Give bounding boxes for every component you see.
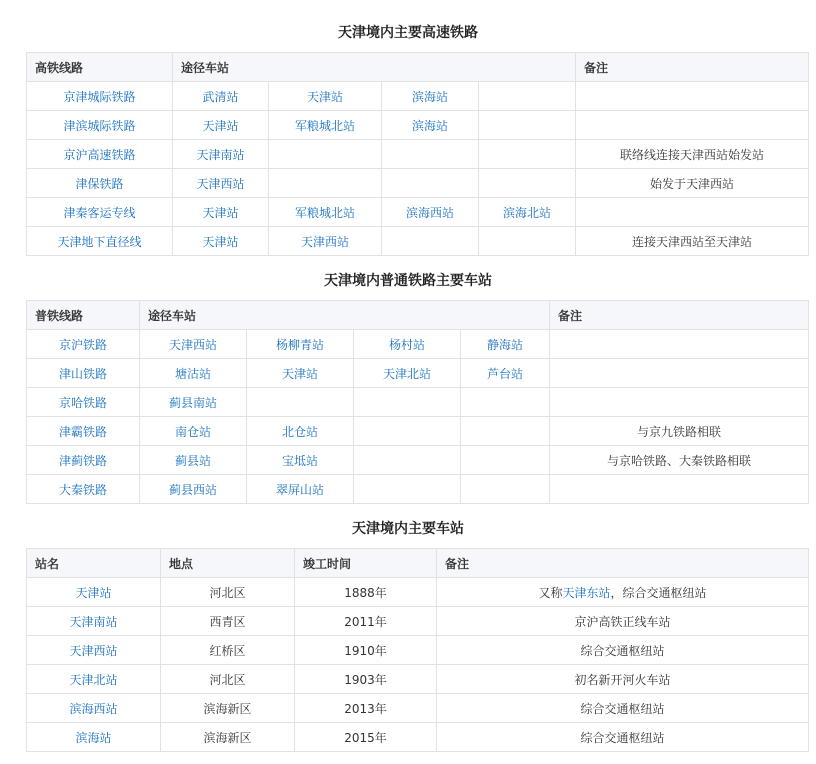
hsr-header-line: 高铁线路 xyxy=(27,53,173,82)
station-cell xyxy=(461,417,550,446)
station-link[interactable]: 静海站 xyxy=(487,337,524,352)
station-link[interactable]: 滨海站 xyxy=(411,89,448,104)
table-row xyxy=(27,694,809,723)
table-row xyxy=(27,111,809,140)
line-link[interactable]: 京哈铁路 xyxy=(58,395,107,410)
line-cell xyxy=(27,82,173,111)
station-name-cell xyxy=(27,636,161,665)
station-cell xyxy=(479,82,576,111)
station-cell xyxy=(140,446,247,475)
normal-table xyxy=(26,300,809,504)
station-link[interactable]: 天津站 xyxy=(281,366,318,381)
station-cell xyxy=(247,359,354,388)
station-name-link[interactable]: 天津站 xyxy=(75,585,112,600)
line-link[interactable]: 津蓟铁路 xyxy=(58,453,107,468)
note-text: ，综合交通枢纽站 xyxy=(610,585,707,600)
station-name-link[interactable]: 滨海站 xyxy=(75,730,112,745)
station-place: 滨海新区 xyxy=(161,723,295,752)
station-link[interactable]: 杨村站 xyxy=(388,337,425,352)
station-place: 河北区 xyxy=(161,665,295,694)
station-cell xyxy=(247,446,354,475)
station-cell xyxy=(173,169,269,198)
station-name-link[interactable]: 天津北站 xyxy=(69,672,118,687)
station-cell xyxy=(461,446,550,475)
station-cell xyxy=(461,388,550,417)
line-cell xyxy=(27,359,140,388)
station-cell xyxy=(247,417,354,446)
line-link[interactable]: 津秦客运专线 xyxy=(63,205,136,220)
station-note xyxy=(437,665,809,694)
line-cell xyxy=(27,475,140,504)
station-cell xyxy=(382,111,479,140)
table-row xyxy=(27,140,809,169)
normal-header-stations: 途径车站 xyxy=(140,301,550,330)
stations-header-place: 地点 xyxy=(161,549,295,578)
note-cell xyxy=(550,359,809,388)
normal-header-row xyxy=(27,301,809,330)
station-link[interactable]: 天津北站 xyxy=(382,366,431,381)
table-row xyxy=(27,359,809,388)
station-name-link[interactable]: 天津西站 xyxy=(69,643,118,658)
station-cell xyxy=(479,169,576,198)
hsr-table xyxy=(26,52,809,256)
station-note xyxy=(437,636,809,665)
station-link[interactable]: 武清站 xyxy=(202,89,239,104)
note-text: 综合交通枢纽站 xyxy=(580,643,665,658)
line-link[interactable]: 京津城际铁路 xyxy=(63,89,136,104)
station-note xyxy=(437,607,809,636)
note-text: 综合交通枢纽站 xyxy=(580,701,665,716)
line-link[interactable]: 京沪铁路 xyxy=(58,337,107,352)
station-link[interactable]: 塘沽站 xyxy=(174,366,211,381)
line-cell xyxy=(27,417,140,446)
station-link[interactable]: 蓟县西站 xyxy=(168,482,217,497)
station-note xyxy=(437,694,809,723)
station-name-link[interactable]: 天津南站 xyxy=(69,614,118,629)
hsr-body xyxy=(27,82,809,256)
line-link[interactable]: 天津地下直径线 xyxy=(57,234,142,249)
note-cell: 与京九铁路相联 xyxy=(550,417,809,446)
station-cell xyxy=(354,446,461,475)
table-row xyxy=(27,665,809,694)
table-row xyxy=(27,417,809,446)
station-cell xyxy=(269,140,382,169)
station-link[interactable]: 军粮城北站 xyxy=(294,118,355,133)
station-year: 2011年 xyxy=(295,607,437,636)
table-row xyxy=(27,723,809,752)
table-row xyxy=(27,607,809,636)
station-cell xyxy=(354,475,461,504)
note-cell xyxy=(576,111,809,140)
station-link[interactable]: 宝坻站 xyxy=(281,453,318,468)
normal-header-note: 备注 xyxy=(550,301,809,330)
line-link[interactable]: 津山铁路 xyxy=(58,366,107,381)
station-cell xyxy=(140,417,247,446)
table-row xyxy=(27,636,809,665)
station-cell xyxy=(479,198,576,227)
station-note xyxy=(437,723,809,752)
stations-body xyxy=(27,578,809,752)
line-link[interactable]: 津保铁路 xyxy=(75,176,124,191)
line-cell xyxy=(27,111,173,140)
station-place: 滨海新区 xyxy=(161,694,295,723)
station-cell xyxy=(173,82,269,111)
line-cell xyxy=(27,330,140,359)
station-cell xyxy=(354,359,461,388)
station-link[interactable]: 蓟县南站 xyxy=(168,395,217,410)
station-name-cell xyxy=(27,607,161,636)
note-link[interactable]: 天津东站 xyxy=(562,585,611,600)
stations-header-note: 备注 xyxy=(437,549,809,578)
station-year: 2013年 xyxy=(295,694,437,723)
line-cell xyxy=(27,388,140,417)
station-name-cell xyxy=(27,723,161,752)
hsr-header-row xyxy=(27,53,809,82)
note-cell xyxy=(550,388,809,417)
line-cell xyxy=(27,140,173,169)
note-text: 初名新开河火车站 xyxy=(574,672,671,687)
table-row xyxy=(27,388,809,417)
hsr-header-stations: 途径车站 xyxy=(173,53,576,82)
table-row xyxy=(27,475,809,504)
station-name-cell xyxy=(27,694,161,723)
station-name-cell xyxy=(27,578,161,607)
stations-table-title: 天津境内主要车站 xyxy=(352,521,464,537)
station-link[interactable]: 杨柳青站 xyxy=(275,337,324,352)
station-cell xyxy=(247,388,354,417)
normal-table-title: 天津境内普通铁路主要车站 xyxy=(324,273,492,289)
station-cell xyxy=(140,475,247,504)
note-cell: 与京哈铁路、大秦铁路相联 xyxy=(550,446,809,475)
stations-table xyxy=(26,548,809,752)
stations-header-name: 站名 xyxy=(27,549,161,578)
table-row xyxy=(27,446,809,475)
station-cell xyxy=(140,359,247,388)
station-year: 1888年 xyxy=(295,578,437,607)
station-place: 西青区 xyxy=(161,607,295,636)
note-text: 综合交通枢纽站 xyxy=(580,730,665,745)
table-row xyxy=(27,198,809,227)
station-place: 河北区 xyxy=(161,578,295,607)
station-year: 1910年 xyxy=(295,636,437,665)
station-cell xyxy=(354,330,461,359)
note-cell xyxy=(550,330,809,359)
note-cell: 联络线连接天津西站始发站 xyxy=(576,140,809,169)
stations-header-row xyxy=(27,549,809,578)
station-cell xyxy=(382,198,479,227)
station-link[interactable]: 滨海西站 xyxy=(405,205,454,220)
station-cell xyxy=(269,111,382,140)
station-link[interactable]: 军粮城北站 xyxy=(294,205,355,220)
station-name-link[interactable]: 滨海西站 xyxy=(69,701,118,716)
line-link[interactable]: 津霸铁路 xyxy=(58,424,107,439)
station-cell xyxy=(269,198,382,227)
table-row xyxy=(27,227,809,256)
station-link[interactable]: 天津站 xyxy=(202,118,239,133)
line-cell xyxy=(27,446,140,475)
hsr-header-note: 备注 xyxy=(576,53,809,82)
line-link[interactable]: 京沪高速铁路 xyxy=(63,147,136,162)
station-year: 2015年 xyxy=(295,723,437,752)
hsr-table-title: 天津境内主要高速铁路 xyxy=(338,25,478,41)
station-cell xyxy=(382,82,479,111)
station-link[interactable]: 滨海站 xyxy=(411,118,448,133)
stations-header-year: 竣工时间 xyxy=(295,549,437,578)
table-row xyxy=(27,578,809,607)
note-cell xyxy=(576,198,809,227)
station-cell xyxy=(382,227,479,256)
table-row xyxy=(27,169,809,198)
line-link[interactable]: 大秦铁路 xyxy=(58,482,107,497)
line-cell xyxy=(27,198,173,227)
station-cell xyxy=(140,330,247,359)
station-cell xyxy=(461,475,550,504)
note-cell xyxy=(550,475,809,504)
station-year: 1903年 xyxy=(295,665,437,694)
station-link[interactable]: 天津站 xyxy=(202,234,239,249)
station-link[interactable]: 芦台站 xyxy=(487,366,524,381)
station-cell xyxy=(173,227,269,256)
station-cell xyxy=(140,388,247,417)
station-link[interactable]: 蓟县站 xyxy=(174,453,211,468)
table-row xyxy=(27,82,809,111)
station-link[interactable]: 天津站 xyxy=(202,205,239,220)
note-cell: 始发于天津西站 xyxy=(576,169,809,198)
station-cell xyxy=(269,82,382,111)
station-link[interactable]: 天津站 xyxy=(306,89,343,104)
station-cell xyxy=(269,169,382,198)
station-link[interactable]: 天津西站 xyxy=(196,176,245,191)
station-cell xyxy=(382,169,479,198)
station-cell xyxy=(479,140,576,169)
station-cell xyxy=(173,140,269,169)
station-cell xyxy=(479,227,576,256)
station-cell xyxy=(461,359,550,388)
station-link[interactable]: 滨海北站 xyxy=(503,205,552,220)
line-link[interactable]: 津滨城际铁路 xyxy=(63,118,136,133)
station-cell xyxy=(354,417,461,446)
note-cell: 连接天津西站至天津站 xyxy=(576,227,809,256)
note-text: 京沪高铁正线车站 xyxy=(574,614,671,629)
station-link[interactable]: 北仓站 xyxy=(281,424,318,439)
station-name-cell xyxy=(27,665,161,694)
station-cell xyxy=(173,111,269,140)
note-cell xyxy=(576,82,809,111)
station-cell xyxy=(382,140,479,169)
normal-body xyxy=(27,330,809,504)
station-cell xyxy=(479,111,576,140)
table-row xyxy=(27,330,809,359)
line-cell xyxy=(27,169,173,198)
station-link[interactable]: 南仓站 xyxy=(174,424,211,439)
note-text: 又称 xyxy=(538,585,563,600)
line-cell xyxy=(27,227,173,256)
station-cell xyxy=(173,198,269,227)
station-cell xyxy=(461,330,550,359)
station-link[interactable]: 天津西站 xyxy=(168,337,217,352)
station-link[interactable]: 天津南站 xyxy=(196,147,245,162)
station-place: 红桥区 xyxy=(161,636,295,665)
station-cell xyxy=(354,388,461,417)
station-link[interactable]: 翠屏山站 xyxy=(275,482,324,497)
normal-header-line: 普铁线路 xyxy=(27,301,140,330)
station-note xyxy=(437,578,809,607)
station-link[interactable]: 天津西站 xyxy=(300,234,349,249)
station-cell xyxy=(247,475,354,504)
station-cell xyxy=(269,227,382,256)
station-cell xyxy=(247,330,354,359)
